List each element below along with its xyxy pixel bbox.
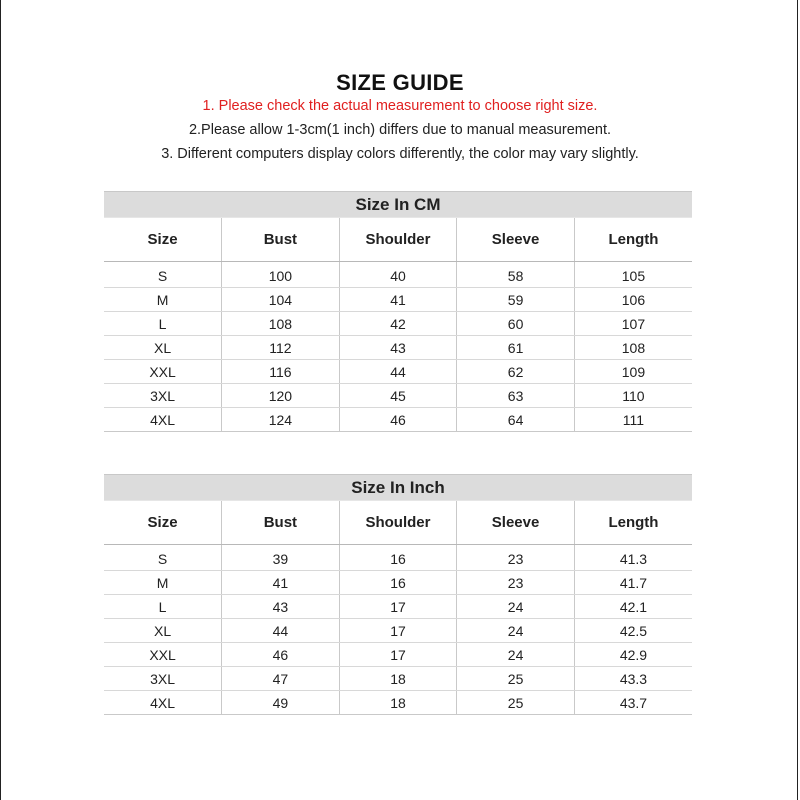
table-cell: 39 xyxy=(222,545,340,571)
table-row xyxy=(104,312,692,336)
table-cell: 49 xyxy=(222,691,340,715)
table-cell: 43 xyxy=(339,336,457,360)
table-cell: 17 xyxy=(339,595,457,619)
table-cell: 41.7 xyxy=(574,571,692,595)
table-cell: 16 xyxy=(339,545,457,571)
table-row xyxy=(104,360,692,384)
table-cell: 17 xyxy=(339,619,457,643)
table-cell: 23 xyxy=(457,571,575,595)
table-cell: 59 xyxy=(457,288,575,312)
table-cell: 61 xyxy=(457,336,575,360)
table-cell: 111 xyxy=(574,408,692,432)
column-header-shoulder: Shoulder xyxy=(339,501,457,545)
table-caption: Size In Inch xyxy=(104,475,692,501)
column-header-sleeve: Sleeve xyxy=(457,501,575,545)
table-cell: 41 xyxy=(339,288,457,312)
table-row xyxy=(104,262,692,288)
table-header-row xyxy=(104,501,692,545)
column-header-shoulder: Shoulder xyxy=(339,218,457,262)
table-cell: S xyxy=(104,262,222,288)
table-cell: 47 xyxy=(222,667,340,691)
table-cell: 42.5 xyxy=(574,619,692,643)
table-caption: Size In CM xyxy=(104,192,692,218)
table-cell: 46 xyxy=(339,408,457,432)
table-cell: L xyxy=(104,595,222,619)
table-cell: 108 xyxy=(222,312,340,336)
table-cell: XXL xyxy=(104,643,222,667)
table-row xyxy=(104,336,692,360)
table-row xyxy=(104,643,692,667)
table-cell: 43.3 xyxy=(574,667,692,691)
table-cell: 107 xyxy=(574,312,692,336)
table-cell: M xyxy=(104,288,222,312)
table-row xyxy=(104,691,692,715)
table-cell: 41.3 xyxy=(574,545,692,571)
size-table-cm xyxy=(104,191,692,432)
table-cell: 40 xyxy=(339,262,457,288)
table-cell: 58 xyxy=(457,262,575,288)
table-row xyxy=(104,288,692,312)
page-title: SIZE GUIDE xyxy=(336,70,464,95)
size-table-inch xyxy=(104,474,692,715)
table-cell: 25 xyxy=(457,691,575,715)
table-cell: S xyxy=(104,545,222,571)
table-cell: 3XL xyxy=(104,384,222,408)
table-cell: 112 xyxy=(222,336,340,360)
note-measurement-tolerance: 2.Please allow 1-3cm(1 inch) differs due to manual measurement. xyxy=(188,122,612,138)
table-cell: 24 xyxy=(457,643,575,667)
table-cell: L xyxy=(104,312,222,336)
table-cell: 18 xyxy=(339,691,457,715)
table-cell: 42.9 xyxy=(574,643,692,667)
table-cell: 18 xyxy=(339,667,457,691)
table-cell: 63 xyxy=(457,384,575,408)
table-cell: 120 xyxy=(222,384,340,408)
table-cell: 44 xyxy=(339,360,457,384)
column-header-size: Size xyxy=(104,501,222,545)
table-header-row xyxy=(104,218,692,262)
table-cell: M xyxy=(104,571,222,595)
table-row xyxy=(104,619,692,643)
table-cell: 4XL xyxy=(104,691,222,715)
table-cell: 24 xyxy=(457,595,575,619)
table-row xyxy=(104,408,692,432)
table-cell: 62 xyxy=(457,360,575,384)
table-cell: 64 xyxy=(457,408,575,432)
table-cell: 24 xyxy=(457,619,575,643)
note-measurement-check: 1. Please check the actual measurement to choose right size. xyxy=(202,98,598,114)
table-row xyxy=(104,545,692,571)
table-row xyxy=(104,571,692,595)
table-cell: 43.7 xyxy=(574,691,692,715)
column-header-sleeve: Sleeve xyxy=(457,218,575,262)
table-cell: 116 xyxy=(222,360,340,384)
note-color-variance: 3. Different computers display colors differently, the color may vary slightly. xyxy=(161,146,639,162)
table-row xyxy=(104,384,692,408)
column-header-length: Length xyxy=(574,501,692,545)
column-header-bust: Bust xyxy=(222,501,340,545)
table-cell: 16 xyxy=(339,571,457,595)
table-row xyxy=(104,667,692,691)
column-header-bust: Bust xyxy=(222,218,340,262)
table-cell: 42 xyxy=(339,312,457,336)
table-cell: 45 xyxy=(339,384,457,408)
table-cell: 41 xyxy=(222,571,340,595)
table-cell: 124 xyxy=(222,408,340,432)
table-cell: 100 xyxy=(222,262,340,288)
table-cell: 44 xyxy=(222,619,340,643)
table-cell: 109 xyxy=(574,360,692,384)
table-cell: 110 xyxy=(574,384,692,408)
table-cell: 105 xyxy=(574,262,692,288)
table-cell: 106 xyxy=(574,288,692,312)
table-cell: 46 xyxy=(222,643,340,667)
column-header-length: Length xyxy=(574,218,692,262)
table-cell: XL xyxy=(104,336,222,360)
table-cell: 25 xyxy=(457,667,575,691)
table-row xyxy=(104,595,692,619)
table-cell: 43 xyxy=(222,595,340,619)
table-cell: 42.1 xyxy=(574,595,692,619)
table-cell: 23 xyxy=(457,545,575,571)
table-cell: 108 xyxy=(574,336,692,360)
column-header-size: Size xyxy=(104,218,222,262)
table-cell: 104 xyxy=(222,288,340,312)
table-cell: XXL xyxy=(104,360,222,384)
table-cell: XL xyxy=(104,619,222,643)
table-cell: 17 xyxy=(339,643,457,667)
table-cell: 4XL xyxy=(104,408,222,432)
table-cell: 3XL xyxy=(104,667,222,691)
table-cell: 60 xyxy=(457,312,575,336)
